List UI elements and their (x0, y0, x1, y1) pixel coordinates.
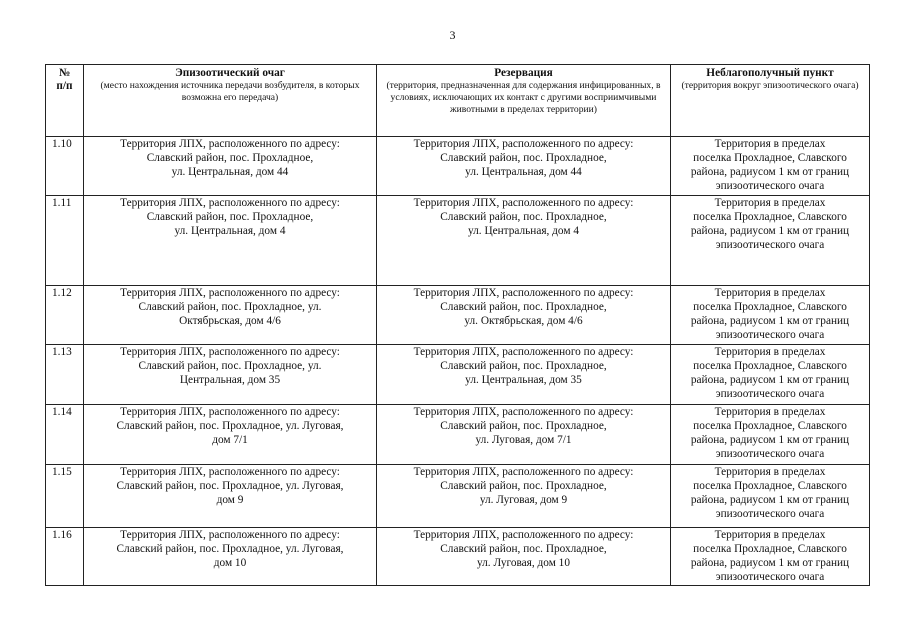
header-num (46, 65, 84, 137)
header-reservation-title: Резервация (494, 67, 553, 79)
header-unfavorable (671, 65, 870, 137)
page-number: 3 (449, 28, 456, 42)
header-unfavorable-title: Неблагополучный пункт (706, 67, 834, 79)
reservation-text: Территория ЛПХ, расположенного по адресу: Славский район, пос. Прохладное, ул. Центральная, дом 35 (413, 346, 634, 386)
reservation-cell (377, 196, 671, 286)
unfavorable-cell (671, 405, 870, 465)
unfavorable-text: Территория в пределах поселка Прохладное, Славского района, радиусом 1 км от границ эпизоотического очага (690, 197, 850, 251)
header-reservation (377, 65, 671, 137)
unfavorable-text: Территория в пределах поселка Прохладное, Славского района, радиусом 1 км от границ эпизоотического очага (690, 138, 850, 192)
reservation-text: Территория ЛПХ, расположенного по адресу: Славский район, пос. Прохладное, ул. Центральная, дом 44 (413, 138, 634, 178)
episootic-table (45, 64, 870, 586)
table-row (46, 286, 870, 345)
focus-text: Территория ЛПХ, расположенного по адресу: Славский район, пос. Прохладное, ул. Центральная, дом 35 (120, 346, 340, 386)
focus-cell (84, 137, 377, 196)
reservation-cell (377, 286, 671, 345)
row-number: 1.10 (46, 137, 84, 196)
unfavorable-cell (671, 137, 870, 196)
unfavorable-text: Территория в пределах поселка Прохладное, Славского района, радиусом 1 км от границ эпизоотического очага (690, 406, 850, 460)
reservation-text: Территория ЛПХ, расположенного по адресу: Славский район, пос. Прохладное, ул. Луговая, дом 10 (413, 529, 634, 569)
unfavorable-cell (671, 465, 870, 528)
reservation-text: Территория ЛПХ, расположенного по адресу: Славский район, пос. Прохладное, ул. Луговая, дом 7/1 (413, 406, 634, 446)
focus-text: Территория ЛПХ, расположенного по адресу: Славский район, пос. Прохладное, ул. Луговая, дом 7/1 (116, 406, 344, 446)
unfavorable-cell (671, 345, 870, 405)
reservation-cell (377, 405, 671, 465)
reservation-cell (377, 137, 671, 196)
header-unfavorable-sub: (территория вокруг эпизоотического очага) (681, 80, 859, 91)
focus-cell (84, 196, 377, 286)
reservation-cell (377, 465, 671, 528)
reservation-text: Территория ЛПХ, расположенного по адресу: Славский район, пос. Прохладное, ул. Центральная, дом 4 (413, 197, 634, 237)
focus-text: Территория ЛПХ, расположенного по адресу: Славский район, пос. Прохладное, ул. Луговая, дом 9 (116, 466, 344, 506)
table-row (46, 196, 870, 286)
row-number: 1.12 (46, 286, 84, 345)
unfavorable-text: Территория в пределах поселка Прохладное, Славского района, радиусом 1 км от границ эпизоотического очага (690, 287, 850, 341)
row-number: 1.11 (46, 196, 84, 286)
focus-cell (84, 465, 377, 528)
header-reservation-sub: (территория, предназначенная для содержания инфицированных, в условиях, исключающих их контакт с другими восприимчивыми животными в пределах территории) (386, 80, 661, 115)
focus-cell (84, 528, 377, 586)
header-focus-sub: (место нахождения источника передачи возбудителя, в которых возможна его передача) (100, 80, 360, 103)
unfavorable-text: Территория в пределах поселка Прохладное, Славского района, радиусом 1 км от границ эпизоотического очага (690, 346, 850, 400)
focus-cell (84, 405, 377, 465)
header-focus (84, 65, 377, 137)
table-row (46, 405, 870, 465)
header-num-main: № (58, 67, 71, 79)
unfavorable-text: Территория в пределах поселка Прохладное, Славского района, радиусом 1 км от границ эпизоотического очага (690, 529, 850, 583)
table-header-row (46, 65, 870, 137)
unfavorable-cell (671, 196, 870, 286)
reservation-cell (377, 528, 671, 586)
header-focus-title: Эпизоотический очаг (175, 67, 285, 79)
table-row (46, 528, 870, 586)
focus-cell (84, 286, 377, 345)
reservation-text: Территория ЛПХ, расположенного по адресу: Славский район, пос. Прохладное, ул. Октябрьская, дом 4/6 (413, 287, 634, 327)
focus-text: Территория ЛПХ, расположенного по адресу: Славский район, пос. Прохладное, ул. Центральная, дом 4 (120, 197, 340, 237)
reservation-text: Территория ЛПХ, расположенного по адресу: Славский район, пос. Прохладное, ул. Луговая, дом 9 (413, 466, 634, 506)
focus-text: Территория ЛПХ, расположенного по адресу: Славский район, пос. Прохладное, ул. Октябрьская, дом 4/6 (120, 287, 340, 327)
row-number: 1.13 (46, 345, 84, 405)
reservation-cell (377, 345, 671, 405)
table-row (46, 345, 870, 405)
focus-text: Территория ЛПХ, расположенного по адресу: Славский район, пос. Прохладное, ул. Луговая, дом 10 (116, 529, 344, 569)
focus-cell (84, 345, 377, 405)
unfavorable-text: Территория в пределах поселка Прохладное, Славского района, радиусом 1 км от границ эпизоотического очага (690, 466, 850, 520)
row-number: 1.15 (46, 465, 84, 528)
header-num-sub: п/п (56, 80, 73, 92)
table-row (46, 137, 870, 196)
row-number: 1.16 (46, 528, 84, 586)
row-number: 1.14 (46, 405, 84, 465)
unfavorable-cell (671, 528, 870, 586)
unfavorable-cell (671, 286, 870, 345)
table-row (46, 465, 870, 528)
focus-text: Территория ЛПХ, расположенного по адресу: Славский район, пос. Прохладное, ул. Центральная, дом 44 (120, 138, 340, 178)
